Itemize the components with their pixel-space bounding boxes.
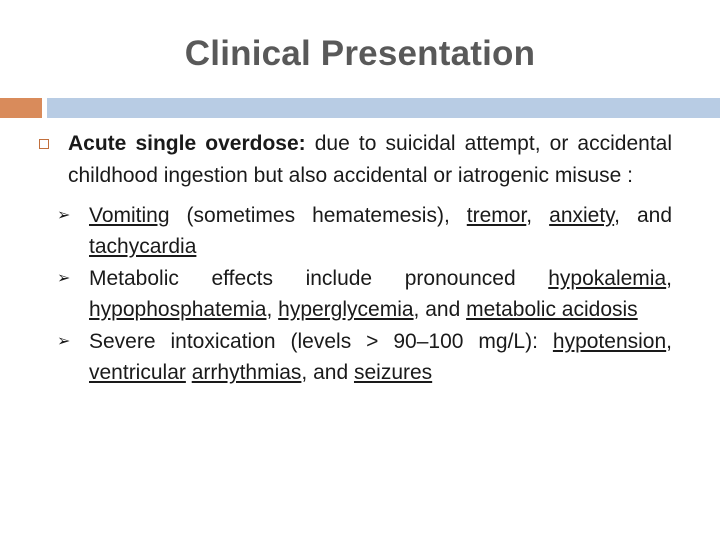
title-divider-accent xyxy=(0,98,42,118)
square-bullet-icon xyxy=(39,139,49,149)
sub-bullet-list xyxy=(0,200,720,388)
bullet-text: (sometimes hematemesis), xyxy=(169,204,467,227)
slide-title: Clinical Presentation xyxy=(184,34,536,73)
bullet-text: , and xyxy=(413,298,467,321)
bullet-text: , and xyxy=(614,204,672,227)
bullet-text: , xyxy=(526,204,550,227)
arrow-bullet-icon: ➢ xyxy=(57,207,71,224)
term-link[interactable]: Vomiting xyxy=(89,204,170,227)
sub-bullet-item xyxy=(57,200,672,262)
term-link[interactable]: metabolic acidosis xyxy=(466,298,638,321)
arrow-bullet-icon: ➢ xyxy=(57,333,71,350)
bullet-text: , xyxy=(666,330,672,353)
term-link[interactable]: hypokalemia xyxy=(548,267,667,290)
bullet-lead: Acute single overdose: xyxy=(68,132,306,155)
slide-body xyxy=(0,128,720,389)
term-link[interactable]: hypotension xyxy=(552,330,667,353)
bullet-text: , and xyxy=(301,361,354,384)
term-link[interactable]: tremor xyxy=(466,204,527,227)
term-link[interactable]: tachycardia xyxy=(89,235,197,258)
bullet-text: , xyxy=(666,267,672,290)
term-link[interactable]: hypophosphatemia xyxy=(89,298,267,321)
bullet-text: Severe intoxication (levels > 90–100 mg/L): xyxy=(89,330,553,353)
bullet-text: Metabolic effects include pronounced xyxy=(89,267,549,290)
bullet-acute-overdose xyxy=(68,128,672,192)
sub-bullet-item xyxy=(57,263,672,325)
term-link[interactable]: arrhythmias xyxy=(191,361,302,384)
term-link[interactable]: ventricular xyxy=(89,361,186,384)
term-link[interactable]: hyperglycemia xyxy=(278,298,414,321)
term-link[interactable]: anxiety xyxy=(549,204,615,227)
term-link[interactable]: seizures xyxy=(353,361,433,384)
bullet-text: , xyxy=(266,298,279,321)
bullet-text: due to suicidal attempt, or accidental childhood ingestion but also accidental or iatrogenic misuse : xyxy=(68,132,672,187)
arrow-bullet-icon: ➢ xyxy=(57,270,71,287)
title-divider-bar xyxy=(47,98,720,118)
sub-bullet-item xyxy=(57,326,672,388)
